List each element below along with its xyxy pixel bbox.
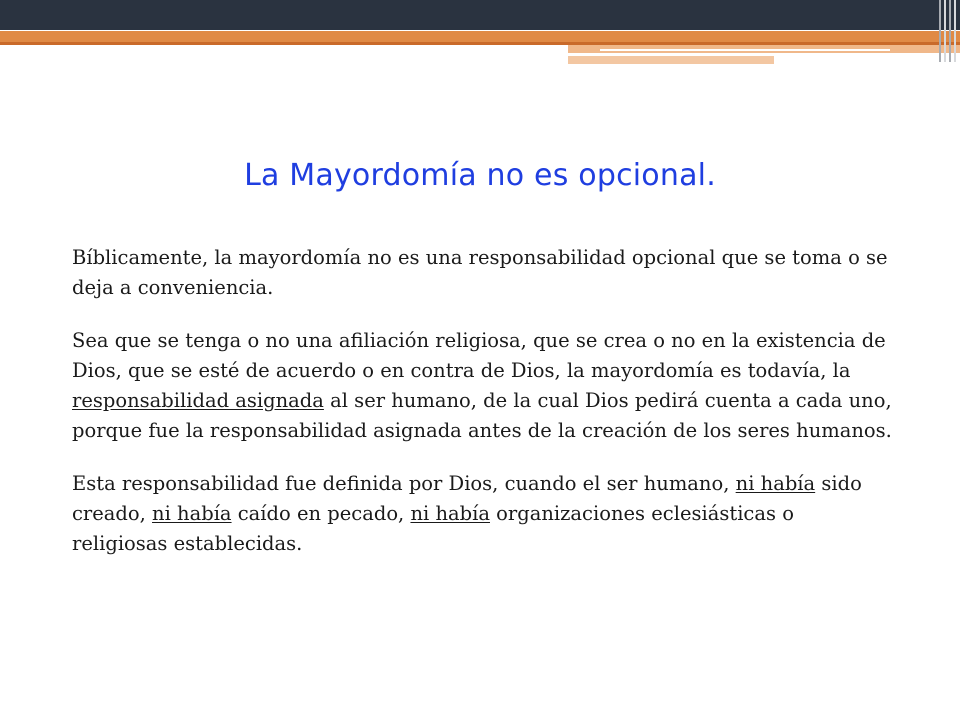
header-stripe bbox=[939, 0, 941, 62]
paragraph-2 bbox=[72, 326, 892, 446]
paragraph-3-text: Esta responsabilidad fue definida por Dios, cuando el ser humano, bbox=[72, 472, 736, 495]
header-dark-bar bbox=[0, 0, 960, 30]
paragraph-2-text: Sea que se tenga o no una afiliación religiosa, que se crea o no en la existencia de Dios, que se esté de acuerdo o en contra de Dios, la mayordomía es todavía, la bbox=[72, 329, 886, 382]
paragraph-3 bbox=[72, 469, 892, 559]
underlined-phrase: ni había bbox=[735, 472, 816, 495]
underlined-phrase: ni había bbox=[410, 502, 490, 525]
header-stripes bbox=[939, 0, 956, 62]
header-stripe bbox=[954, 0, 956, 62]
paragraph-3-text: organizaciones eclesiásticas o religiosas establecidas. bbox=[72, 502, 794, 555]
header-white-line bbox=[600, 49, 890, 51]
underlined-phrase: responsabilidad asignada bbox=[72, 389, 324, 412]
header-stripe bbox=[949, 0, 951, 62]
paragraph-2-text-end: al ser humano, de la cual Dios pedirá cuenta a cada uno, porque fue la responsabilidad asignada antes de la creación de los seres humanos. bbox=[72, 389, 892, 442]
paragraph-3-text: sido creado, bbox=[72, 472, 862, 525]
paragraph-3-text: caído en pecado, bbox=[231, 502, 411, 525]
header-orange-bar bbox=[0, 31, 960, 42]
slide-title: La Mayordomía no es opcional. bbox=[244, 158, 716, 193]
underlined-phrase: ni había bbox=[152, 502, 232, 525]
header-light-bar-short bbox=[568, 56, 774, 64]
header-stripe bbox=[944, 0, 946, 62]
paragraph-1: Bíblicamente, la mayordomía no es una responsabilidad opcional que se toma o se deja a conveniencia. bbox=[72, 246, 888, 299]
slide-body bbox=[72, 243, 892, 582]
